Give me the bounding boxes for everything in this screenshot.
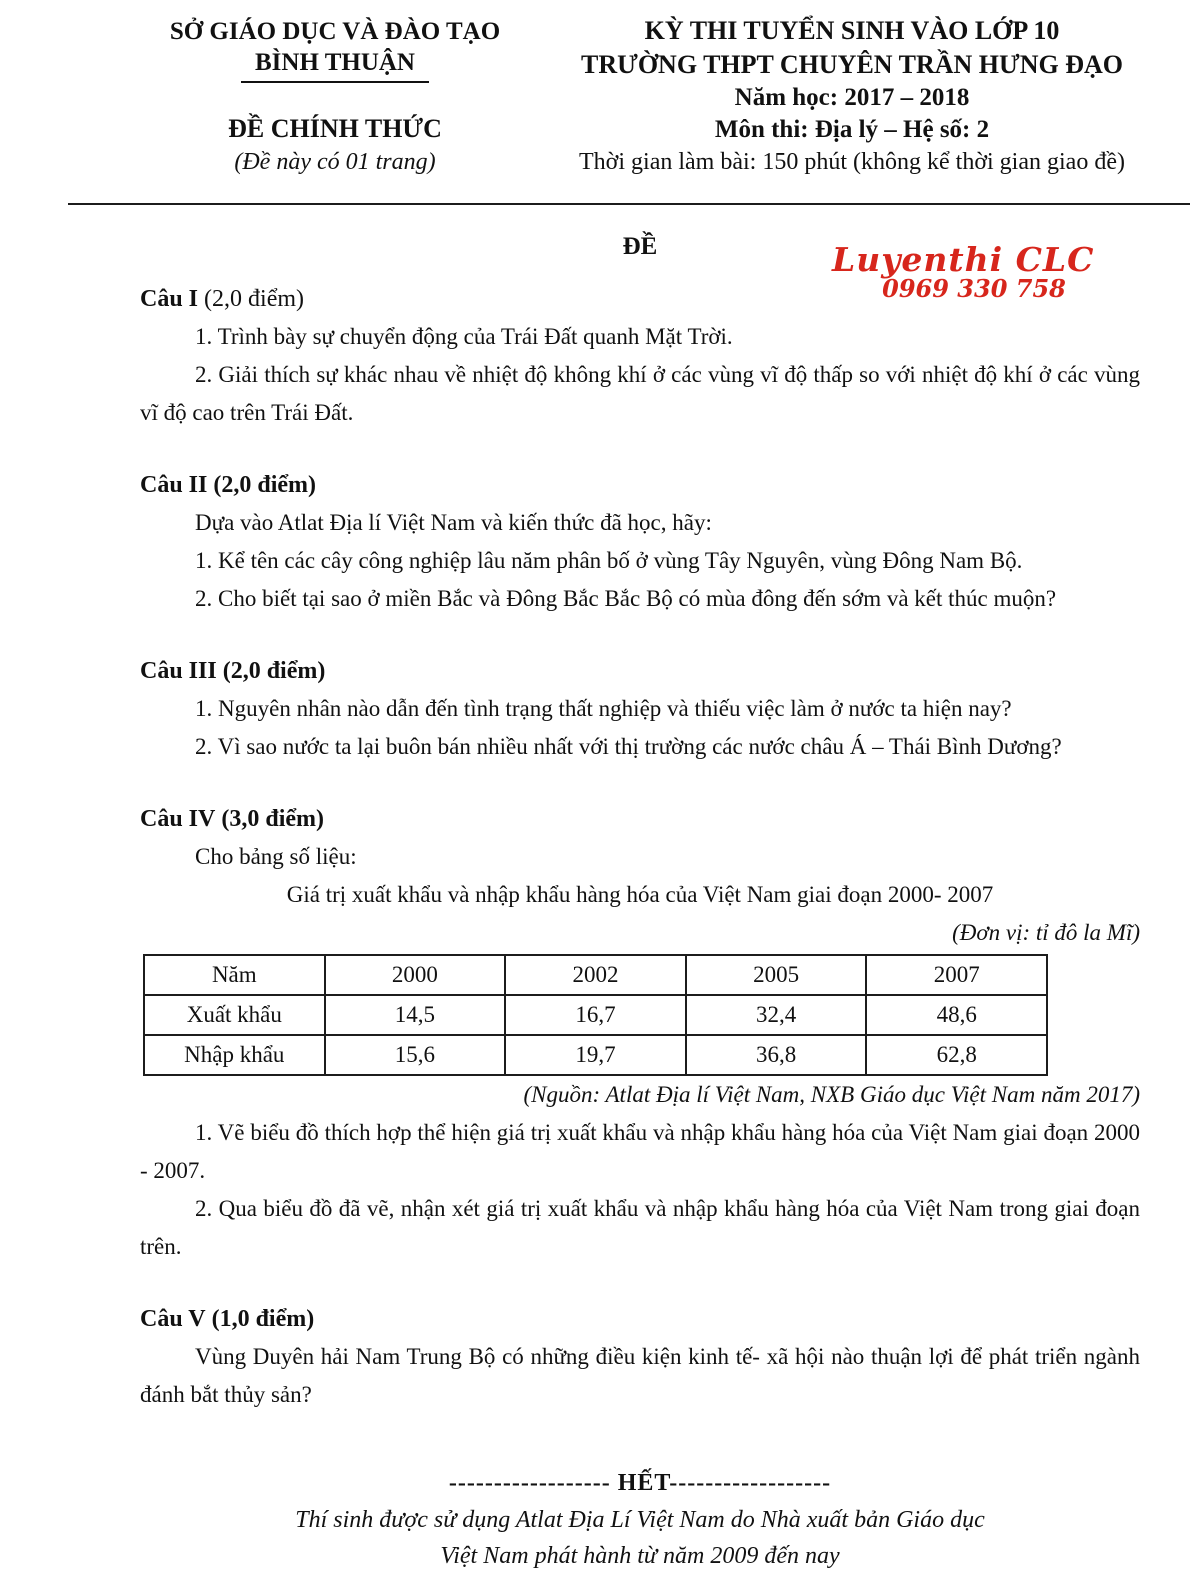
table-title: Giá trị xuất khẩu và nhập khẩu hàng hóa của Việt Nam giai đoạn 2000- 2007 <box>286 882 994 907</box>
exam-title: KỲ THI TUYỂN SINH VÀO LỚP 10 <box>644 16 1060 45</box>
table-source-note: (Nguồn: Atlat Địa lí Việt Nam, NXB Giáo dục Việt Nam năm 2017) <box>523 1082 1140 1107</box>
table-row-import <box>144 1035 1047 1075</box>
official-exam-label: ĐỀ CHÍNH THỨC <box>228 113 442 143</box>
question-paragraph: 2. Cho biết tại sao ở miền Bắc và Đông Bắc Bắc Bộ có mùa đông đến sớm và kết thúc muộn? <box>195 586 1057 611</box>
header-left-block <box>140 16 530 177</box>
luyenthi-clc-logo <box>832 240 1095 303</box>
header-right-block <box>552 14 1152 178</box>
section-number: Câu II <box>140 472 208 498</box>
table-cell: Xuất khẩu <box>144 995 325 1035</box>
section-points: (1,0 điểm) <box>211 1306 315 1332</box>
logo-text: Luyenthi CLC <box>832 240 1095 279</box>
section-number: Câu IV <box>140 806 216 832</box>
table-header-row <box>144 955 1047 995</box>
table-unit-note: (Đơn vị: tỉ đô la Mĩ) <box>952 920 1140 945</box>
question-paragraph: Dựa vào Atlat Địa lí Việt Nam và kiến thức đã học, hãy: <box>195 510 712 535</box>
question-paragraph: 1. Nguyên nhân nào dẫn đến tình trạng thất nghiệp và thiếu việc làm ở nước ta hiện nay? <box>195 696 1012 721</box>
header-divider <box>68 203 1190 205</box>
question-paragraph: 2. Giải thích sự khác nhau về nhiệt độ không khí ở các vùng vĩ độ thấp so với nhiệt độ khí ở các vùng vĩ độ cao trên Trái Đất. <box>140 362 1140 425</box>
duration-line: Thời gian làm bài: 150 phút (không kể thời gian giao đề) <box>579 148 1125 175</box>
table-intro: Cho bảng số liệu: <box>195 844 357 869</box>
page-count-note: (Đề này có 01 trang) <box>234 149 436 175</box>
school-name: TRƯỜNG THPT CHUYÊN TRẦN HƯNG ĐẠO <box>581 49 1123 79</box>
question-paragraph: 2. Vì sao nước ta lại buôn bán nhiều nhất với thị trường các nước châu Á – Thái Bình Dương? <box>195 734 1062 759</box>
table-header-cell: 2002 <box>505 955 686 995</box>
question-paragraph: 2. Qua biểu đồ đã vẽ, nhận xét giá trị xuất khẩu và nhập khẩu hàng hóa của Việt Nam trong giai đoạn trên. <box>140 1196 1140 1259</box>
section-heading <box>140 466 1140 504</box>
table-cell: 16,7 <box>505 995 686 1035</box>
question-paragraph: Vùng Duyên hải Nam Trung Bộ có những điều kiện kinh tế- xã hội nào thuận lợi để phát triển ngành đánh bắt thủy sản? <box>140 1344 1140 1407</box>
table-cell: 15,6 <box>325 1035 506 1075</box>
table-header-cell: 2007 <box>866 955 1047 995</box>
section-cau-iii <box>140 652 1140 766</box>
section-heading <box>140 1300 1140 1338</box>
school-year: Năm học: 2017 – 2018 <box>734 83 970 111</box>
question-paragraph: 1. Trình bày sự chuyển động của Trái Đất quanh Mặt Trời. <box>195 324 733 349</box>
department-name: SỞ GIÁO DỤC VÀ ĐÀO TẠO <box>169 18 501 45</box>
section-heading <box>140 652 1140 690</box>
table-cell: Nhập khẩu <box>144 1035 325 1075</box>
table-cell: 14,5 <box>325 995 506 1035</box>
section-cau-ii <box>140 466 1140 618</box>
section-number: Câu III <box>140 658 217 684</box>
section-points: (2,0 điểm) <box>204 286 305 312</box>
section-points: (2,0 điểm) <box>213 472 317 498</box>
footer-note-1: Thí sinh được sử dụng Atlat Địa Lí Việt Nam do Nhà xuất bản Giáo dục <box>295 1507 985 1533</box>
table-header-cell: 2000 <box>325 955 506 995</box>
de-heading: ĐỀ <box>622 233 658 260</box>
question-paragraph: 1. Kể tên các cây công nghiệp lâu năm phân bố ở vùng Tây Nguyên, vùng Đông Nam Bộ. <box>195 548 1023 573</box>
table-cell: 36,8 <box>686 1035 867 1075</box>
table-cell: 19,7 <box>505 1035 686 1075</box>
exam-header <box>0 0 1200 206</box>
table-cell: 48,6 <box>866 995 1047 1035</box>
end-of-exam-line: ------------------ HẾT------------------ <box>448 1470 832 1496</box>
table-cell: 32,4 <box>686 995 867 1035</box>
table-cell: 62,8 <box>866 1035 1047 1075</box>
question-paragraph: 1. Vẽ biểu đồ thích hợp thể hiện giá trị xuất khẩu và nhập khẩu hàng hóa của Việt Nam giai đoạn 2000 - 2007. <box>140 1120 1140 1183</box>
table-header-cell: 2005 <box>686 955 867 995</box>
section-number: Câu V <box>140 1306 206 1332</box>
province-name: BÌNH THUẬN <box>241 47 429 82</box>
section-heading <box>140 800 1140 838</box>
section-points: (3,0 điểm) <box>221 806 325 832</box>
table-header-cell: Năm <box>144 955 325 995</box>
table-row-export <box>144 995 1047 1035</box>
logo-phone: 0969 330 758 <box>882 274 1066 303</box>
data-table <box>143 954 1048 1076</box>
section-points: (2,0 điểm) <box>222 658 326 684</box>
section-cau-iv <box>140 800 1140 1266</box>
subject-line: Môn thi: Địa lý – Hệ số: 2 <box>714 116 990 144</box>
exam-body <box>140 228 1140 1574</box>
section-number: Câu I <box>140 286 199 312</box>
footer-note-2: Việt Nam phát hành từ năm 2009 đến nay <box>440 1543 840 1569</box>
section-cau-v <box>140 1300 1140 1414</box>
